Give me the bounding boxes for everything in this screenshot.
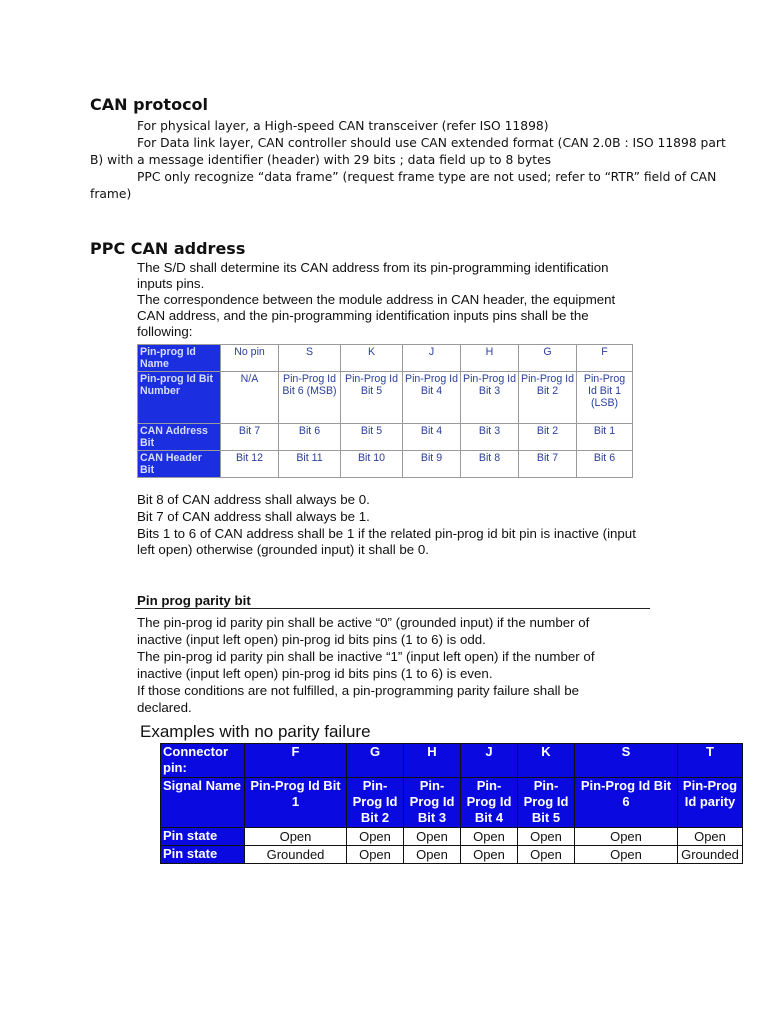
table-cell: Bit 9 xyxy=(403,451,461,478)
table-cell: F xyxy=(577,345,633,372)
table-cell: K xyxy=(341,345,403,372)
table-cell: Grounded xyxy=(678,846,743,864)
table-cell: T xyxy=(678,744,743,778)
table-cell: Open xyxy=(347,846,404,864)
parity-line-6: declared. xyxy=(137,700,192,715)
table-cell: Bit 6 xyxy=(279,424,341,451)
table-row xyxy=(161,846,743,864)
table-cell: Pin-Prog Id Bit 6 (MSB) xyxy=(279,372,341,424)
table-row xyxy=(161,744,743,778)
table-cell: Bit 10 xyxy=(341,451,403,478)
parity-line-4: inactive (input left open) pin-prog id bits pins (1 to 6) is even. xyxy=(137,666,493,681)
table-cell: Open xyxy=(518,828,575,846)
row-label: CAN Header Bit xyxy=(138,451,221,478)
address-note-3: Bits 1 to 6 of CAN address shall be 1 if the related pin-prog id bit pin is inactive (input xyxy=(137,526,636,541)
parity-heading: Pin prog parity bit xyxy=(137,593,251,608)
table-cell: Pin-Prog Id parity xyxy=(678,778,743,828)
table-cell: Pin-Prog Id Bit 1 (LSB) xyxy=(577,372,633,424)
table-cell: Pin-Prog Id Bit 3 xyxy=(461,372,519,424)
table-row xyxy=(161,828,743,846)
table-cell: J xyxy=(403,345,461,372)
ppc-intro-line-5: following: xyxy=(137,324,193,339)
table-cell: Open xyxy=(245,828,347,846)
table-cell: Open xyxy=(518,846,575,864)
table-row xyxy=(138,345,633,372)
table-cell: Bit 7 xyxy=(519,451,577,478)
row-label: CAN Address Bit xyxy=(138,424,221,451)
table-cell: Grounded xyxy=(245,846,347,864)
table-cell: K xyxy=(518,744,575,778)
table-cell: Bit 11 xyxy=(279,451,341,478)
table-row xyxy=(138,372,633,424)
table-row xyxy=(138,451,633,478)
table-cell: S xyxy=(279,345,341,372)
table-cell: Open xyxy=(404,846,461,864)
address-note-2: Bit 7 of CAN address shall always be 1. xyxy=(137,509,370,524)
can-protocol-line-3: B) with a message identifier (header) with 29 bits ; data field up to 8 bytes xyxy=(90,153,552,167)
parity-line-3: The pin-prog id parity pin shall be inactive “1” (input left open) if the number of xyxy=(137,649,595,664)
can-address-table xyxy=(137,344,633,478)
table-cell: Pin-Prog Id Bit 3 xyxy=(404,778,461,828)
ppc-intro-line-4: CAN address, and the pin-programming identification inputs pins shall be the xyxy=(137,308,589,323)
can-protocol-line-4: PPC only recognize “data frame” (request frame type are not used; refer to “RTR” field of CAN xyxy=(137,170,717,184)
ppc-intro-line-2: inputs pins. xyxy=(137,276,205,291)
table-cell: Pin-Prog Id Bit 2 xyxy=(519,372,577,424)
ppc-intro-line-3: The correspondence between the module address in CAN header, the equipment xyxy=(137,292,616,307)
table-cell: Open xyxy=(461,828,518,846)
address-note-1: Bit 8 of CAN address shall always be 0. xyxy=(137,492,370,507)
ppc-can-address-heading: PPC CAN address xyxy=(90,239,246,258)
row-label: Pin state xyxy=(161,828,245,846)
table-cell: Pin-Prog Id Bit 1 xyxy=(245,778,347,828)
table-cell: Open xyxy=(575,828,678,846)
table-cell: Bit 3 xyxy=(461,424,519,451)
table-cell: S xyxy=(575,744,678,778)
row-label: Pin-prog Id Bit Number xyxy=(138,372,221,424)
row-label: Signal Name xyxy=(161,778,245,828)
ppc-intro-line-1: The S/D shall determine its CAN address from its pin-programming identification xyxy=(137,260,609,275)
can-protocol-line-5: frame) xyxy=(90,187,132,201)
examples-title: Examples with no parity failure xyxy=(140,722,371,741)
parity-examples-table xyxy=(160,743,743,864)
table-cell: Bit 6 xyxy=(577,451,633,478)
row-label: Pin-prog Id Name xyxy=(138,345,221,372)
table-cell: H xyxy=(461,345,519,372)
table-cell: H xyxy=(404,744,461,778)
table-cell: Bit 2 xyxy=(519,424,577,451)
table-cell: Bit 7 xyxy=(221,424,279,451)
can-protocol-line-2: For Data link layer, CAN controller should use CAN extended format (CAN 2.0B : ISO 11898 part xyxy=(137,136,726,150)
parity-line-2: inactive (input left open) pin-prog id bits pins (1 to 6) is odd. xyxy=(137,632,486,647)
table-cell: Pin-Prog Id Bit 5 xyxy=(341,372,403,424)
parity-line-5: If those conditions are not fulfilled, a pin-programming parity failure shall be xyxy=(137,683,579,698)
table-cell: Open xyxy=(461,846,518,864)
table-cell: Bit 4 xyxy=(403,424,461,451)
table-cell: Open xyxy=(575,846,678,864)
table-cell: Bit 12 xyxy=(221,451,279,478)
table-cell: G xyxy=(347,744,404,778)
row-label: Connector pin: xyxy=(161,744,245,778)
address-note-4: left open) otherwise (grounded input) it shall be 0. xyxy=(137,542,429,557)
parity-heading-rule xyxy=(135,608,650,609)
table-cell: Pin-Prog Id Bit 2 xyxy=(347,778,404,828)
table-cell: Pin-Prog Id Bit 4 xyxy=(461,778,518,828)
table-cell: G xyxy=(519,345,577,372)
table-cell: Open xyxy=(404,828,461,846)
table-cell: F xyxy=(245,744,347,778)
table-cell: Pin-Prog Id Bit 5 xyxy=(518,778,575,828)
table-cell: N/A xyxy=(221,372,279,424)
parity-line-1: The pin-prog id parity pin shall be active “0” (grounded input) if the number of xyxy=(137,615,590,630)
can-protocol-line-1: For physical layer, a High-speed CAN transceiver (refer ISO 11898) xyxy=(137,119,549,133)
table-cell: Open xyxy=(347,828,404,846)
table-cell: Pin-Prog Id Bit 6 xyxy=(575,778,678,828)
row-label: Pin state xyxy=(161,846,245,864)
table-cell: Bit 8 xyxy=(461,451,519,478)
table-row xyxy=(161,778,743,828)
table-cell: No pin xyxy=(221,345,279,372)
table-cell: Pin-Prog Id Bit 4 xyxy=(403,372,461,424)
table-cell: Open xyxy=(678,828,743,846)
can-protocol-heading: CAN protocol xyxy=(90,95,209,114)
table-cell: Bit 1 xyxy=(577,424,633,451)
table-cell: J xyxy=(461,744,518,778)
table-row xyxy=(138,424,633,451)
table-cell: Bit 5 xyxy=(341,424,403,451)
